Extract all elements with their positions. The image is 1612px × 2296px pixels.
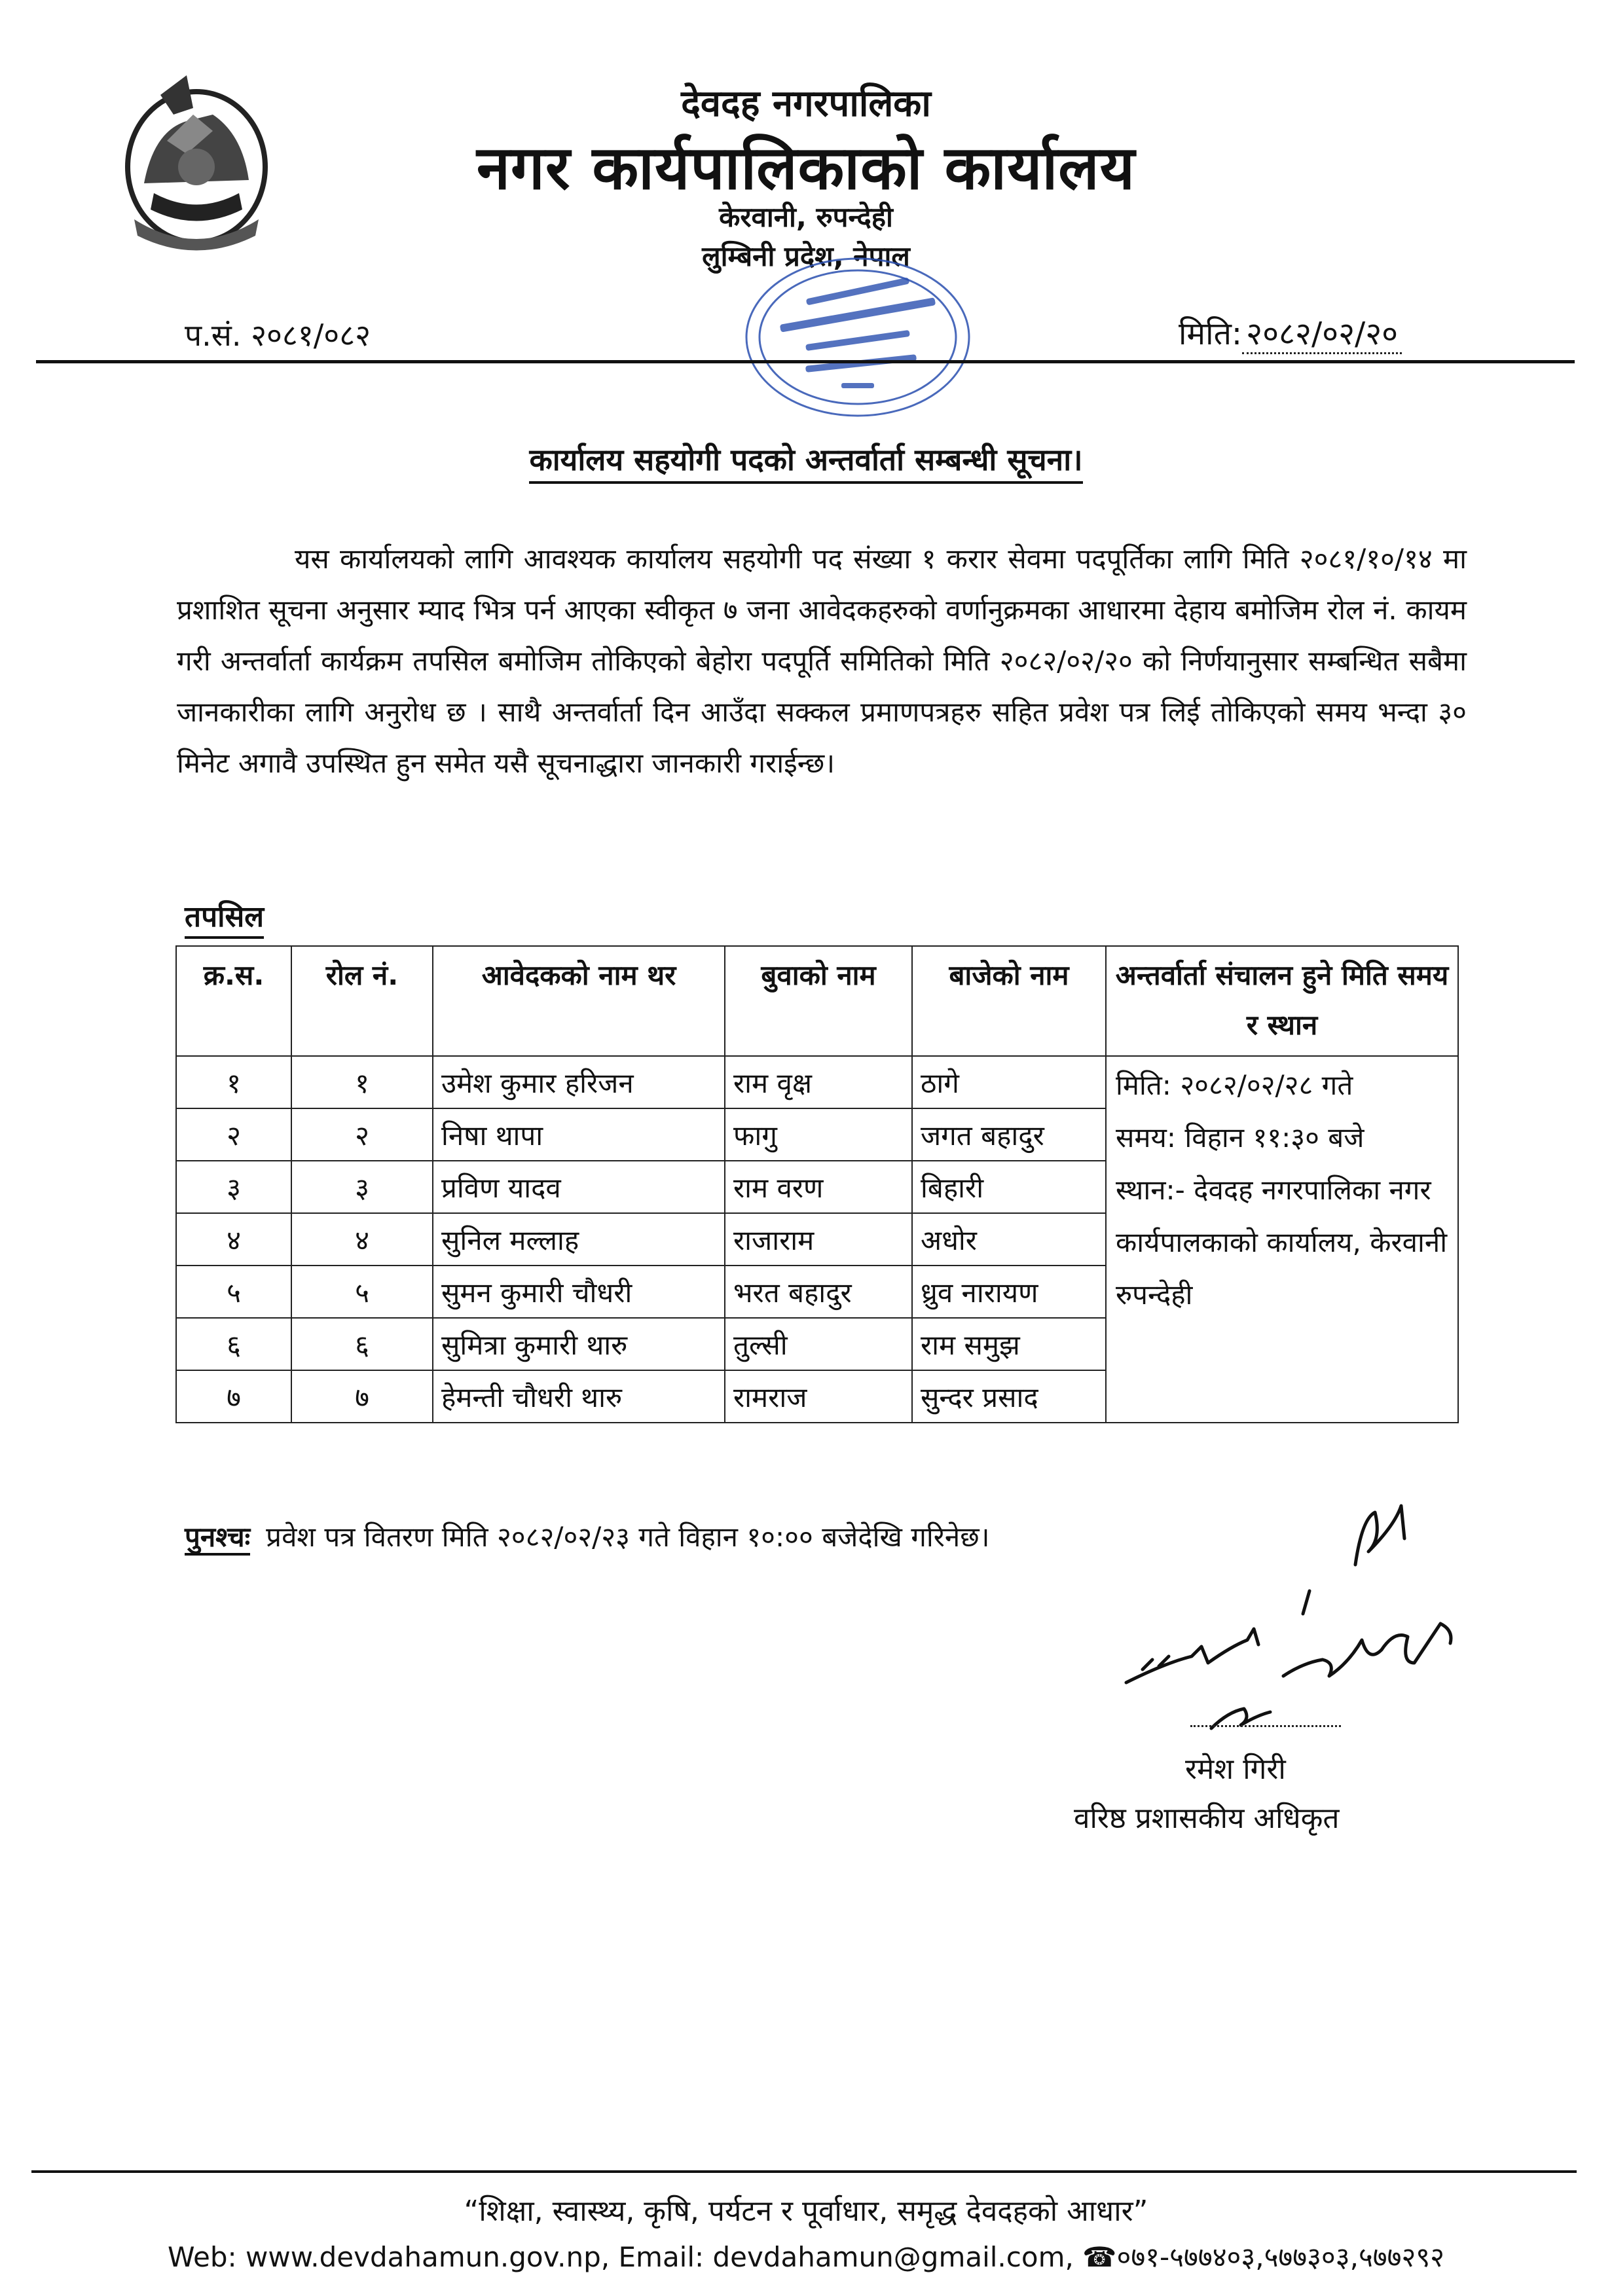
cell-grandfather: बिहारी [912, 1161, 1106, 1213]
cell-serial: ४ [176, 1213, 291, 1266]
schedule-date: मिति: २०८२/०२/२८ गते [1116, 1069, 1353, 1101]
cell-schedule-info [1106, 1056, 1458, 1423]
subject-text: कार्यालय सहयोगी पदको अन्तर्वार्ता सम्बन्धी सूचना। [529, 442, 1082, 484]
cell-roll: १ [291, 1056, 433, 1108]
header-divider [36, 360, 1575, 363]
cell-father: राम वरण [725, 1161, 912, 1213]
postscript-text: प्रवेश पत्र वितरण मिति २०८२/०२/२३ गते विहान १०:०० बजेदेखि गरिनेछ। [266, 1521, 990, 1553]
cell-grandfather: राम समुझ [912, 1318, 1106, 1370]
cell-roll: ६ [291, 1318, 433, 1370]
cell-serial: ३ [176, 1161, 291, 1213]
interview-schedule-table [175, 945, 1459, 1423]
cell-applicant: प्रविण यादव [433, 1161, 725, 1213]
header-father: बुवाको नाम [725, 946, 912, 1056]
cell-grandfather: सुन्दर प्रसाद [912, 1370, 1106, 1423]
handwritten-signature-icon [1087, 1467, 1493, 1755]
cell-applicant: सुनिल मल्लाह [433, 1213, 725, 1266]
office-stamp-icon [733, 249, 982, 426]
cell-roll: ३ [291, 1161, 433, 1213]
header-applicant: आवेदकको नाम थर [433, 946, 725, 1056]
header-serial: क्र.स. [176, 946, 291, 1056]
cell-roll: ७ [291, 1370, 433, 1423]
schedule-time: समय: विहान ११:३० बजे [1116, 1121, 1365, 1154]
letter-date [1179, 312, 1402, 354]
cell-father: रामराज [725, 1370, 912, 1423]
table-row [176, 1056, 1458, 1108]
cell-applicant: सुमन कुमारी चौधरी [433, 1266, 725, 1318]
address-line-2: लुम्बिनी प्रदेश, नेपाल [702, 240, 910, 272]
office-name: नगर कार्यपालिकाको कार्यालय [476, 133, 1136, 203]
address-line-1: केरवानी, रुपन्देही [719, 201, 893, 233]
notice-subject [0, 439, 1612, 479]
postscript-note [185, 1518, 990, 1555]
cell-applicant: निषा थापा [433, 1108, 725, 1161]
cell-applicant: हेमन्ती चौधरी थारु [433, 1370, 725, 1423]
header-roll: रोल नं. [291, 946, 433, 1056]
cell-grandfather: ध्रुव नारायण [912, 1266, 1106, 1318]
cell-grandfather: अधोर [912, 1213, 1106, 1266]
cell-father: तुल्सी [725, 1318, 912, 1370]
header-grandfather: बाजेको नाम [912, 946, 1106, 1056]
cell-grandfather: ठागे [912, 1056, 1106, 1108]
footer-motto: “शिक्षा, स्वास्थ्य, कृषि, पर्यटन र पूर्वाधार, समृद्ध देवदहको आधार” [464, 2195, 1148, 2228]
cell-serial: ५ [176, 1266, 291, 1318]
cell-father: भरत बहादुर [725, 1266, 912, 1318]
cell-serial: ६ [176, 1318, 291, 1370]
schedule-place: स्थान:- देवदह नगरपालिका नगर कार्यपालकाको कार्यालय, केरवानी रुपन्देही [1116, 1174, 1448, 1311]
date-value: २०८२/०२/२० [1242, 316, 1402, 354]
cell-roll: ४ [291, 1213, 433, 1266]
notice-body: यस कार्यालयको लागि आवश्यक कार्यालय सहयोगी पद संख्या १ करार सेवमा पदपूर्तिका लागि मिति २०८१/१०/१४ मा प्रशाशित सूचना अनुसार म्याद भित्र पर्न आएका स्वीकृत ७ जना आवेदकहरुको वर्णानुक्रमका आधारमा देहाय बमोजिम रोल नं. कायम गरी अन्तर्वार्ता कार्यक्रम तपसिल बमोजिम तोकिएको बेहोरा पदपूर्ति समितिको मिति २०८२/०२/२० को निर्णयानुसार सम्बन्धित सबैमा जानकारीका लागि अनुरोध छ । साथै अन्तर्वार्ता दिन आउँदा सक्कल प्रमाणपत्रहरु सहित प्रवेश पत्र लिई तोकिएको समय भन्दा ३० मिनेट अगावै उपस्थित हुन समेत यसै सूचनाद्धारा जानकारी गराईन्छ। [177, 543, 1467, 779]
footer-contact: Web: www.devdahamun.gov.np, Email: devdahamun@gmail.com, ☎०७१-५७७४०३,५७७३०३,५७७२९२ [167, 2241, 1444, 2273]
signatory-title: वरिष्ठ प्रशासकीय अधिकृत [1074, 1802, 1340, 1835]
signature-line [1190, 1725, 1341, 1727]
cell-serial: १ [176, 1056, 291, 1108]
cell-roll: २ [291, 1108, 433, 1161]
footer-divider [31, 2170, 1577, 2173]
schedule-label: तपसिल [185, 896, 264, 939]
postscript-label: पुनश्चः [185, 1521, 250, 1556]
table-header-row [176, 946, 1458, 1056]
date-label: मिति: [1179, 316, 1243, 352]
cell-applicant: सुमित्रा कुमारी थारु [433, 1318, 725, 1370]
cell-father: फागु [725, 1108, 912, 1161]
reference-number: प.सं. २०८१/०८२ [185, 318, 371, 353]
signatory-name: रमेश गिरी [1185, 1753, 1286, 1786]
cell-father: राम वृक्ष [725, 1056, 912, 1108]
cell-serial: २ [176, 1108, 291, 1161]
cell-serial: ७ [176, 1370, 291, 1423]
header-schedule: अन्तर्वार्ता संचालन हुने मिति समय र स्थान [1106, 946, 1458, 1056]
cell-father: राजाराम [725, 1213, 912, 1266]
cell-roll: ५ [291, 1266, 433, 1318]
municipality-name: देवदह नगरपालिका [681, 82, 931, 125]
cell-grandfather: जगत बहादुर [912, 1108, 1106, 1161]
cell-applicant: उमेश कुमार हरिजन [433, 1056, 725, 1108]
